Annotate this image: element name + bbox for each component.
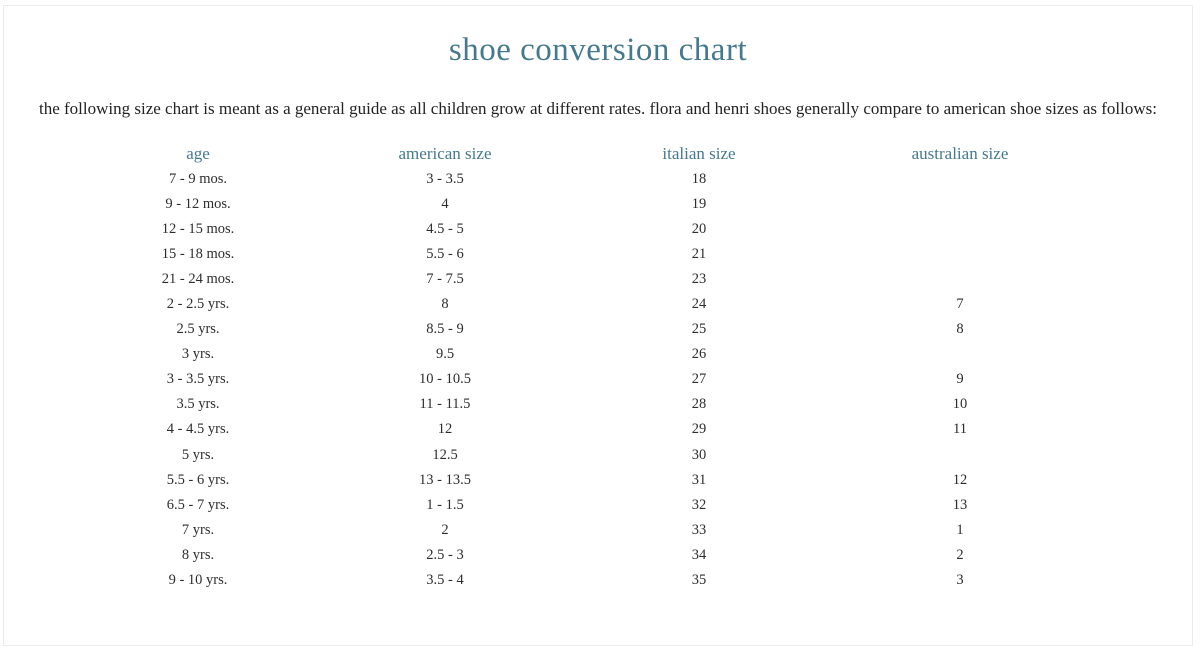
table-cell-age: 8 yrs. <box>181 546 215 563</box>
column-header-american-size: american size <box>398 143 492 163</box>
table-cell-italian-size: 35 <box>691 572 707 588</box>
table-cell-american-size: 8 <box>441 295 449 312</box>
table-cell-italian-size: 20 <box>691 220 707 237</box>
table-body <box>74 167 1090 594</box>
table-cell-italian-size: 19 <box>691 195 707 212</box>
table-cell-italian-size: 26 <box>691 346 707 363</box>
table-cell-age: 5.5 - 6 yrs. <box>166 471 230 488</box>
table-cell-australian-size <box>830 167 1090 192</box>
table-cell-age: 15 - 18 mos. <box>161 245 235 262</box>
table-cell-australian-size <box>830 217 1090 242</box>
table-cell-italian-size: 29 <box>691 421 707 438</box>
conversion-table <box>74 140 1090 594</box>
table-cell-italian-size: 18 <box>691 170 707 187</box>
table-cell-australian-size: 9 <box>956 371 964 388</box>
page-frame <box>3 5 1193 646</box>
table-row <box>74 267 1090 292</box>
table-cell-age: 5 yrs. <box>181 446 215 463</box>
table-cell-australian-size: 13 <box>952 496 968 513</box>
table-cell-italian-size: 28 <box>691 396 707 413</box>
table-row <box>74 543 1090 568</box>
table-cell-age: 2 - 2.5 yrs. <box>166 295 230 312</box>
intro-text: the following size chart is meant as a general guide as all children grow at different rates. flora and henri shoes generally compare to american shoe sizes as follows: <box>39 99 1157 118</box>
table-row <box>74 217 1090 242</box>
table-cell-american-size: 2.5 - 3 <box>426 546 464 563</box>
table-cell-american-size: 5.5 - 6 <box>426 245 464 262</box>
column-header-italian-size: italian size <box>662 143 736 163</box>
table-cell-american-size: 13 - 13.5 <box>419 471 471 488</box>
table-cell-american-size: 9.5 <box>435 346 455 363</box>
table-cell-age: 3.5 yrs. <box>176 396 220 413</box>
table-cell-american-size: 4 <box>441 195 449 212</box>
table-cell-australian-size <box>830 192 1090 217</box>
table-row <box>74 242 1090 267</box>
table-cell-australian-size: 1 <box>956 521 964 538</box>
table-cell-age: 9 - 10 yrs. <box>168 572 228 588</box>
table-cell-age: 2.5 yrs. <box>176 321 220 338</box>
table-cell-italian-size: 21 <box>691 245 707 262</box>
table-cell-american-size: 4.5 - 5 <box>426 220 464 237</box>
table-cell-age: 9 - 12 mos. <box>165 195 231 212</box>
table-cell-age: 3 - 3.5 yrs. <box>166 371 230 388</box>
table-header-row <box>74 140 1090 167</box>
table-cell-australian-size <box>830 342 1090 367</box>
table-cell-australian-size: 8 <box>956 321 964 338</box>
table-cell-australian-size: 10 <box>952 396 968 413</box>
table-row <box>74 167 1090 192</box>
table-cell-american-size: 7 - 7.5 <box>426 270 464 287</box>
column-header-australian-size: australian size <box>911 143 1009 163</box>
table-cell-italian-size: 31 <box>691 471 707 488</box>
table-cell-australian-size: 3 <box>956 572 964 588</box>
table-cell-australian-size: 11 <box>953 421 967 438</box>
table-cell-age: 4 - 4.5 yrs. <box>166 421 230 438</box>
table-row <box>74 367 1090 392</box>
table-row <box>74 292 1090 317</box>
table-cell-age: 21 - 24 mos. <box>161 270 235 287</box>
table-cell-age: 12 - 15 mos. <box>161 220 235 237</box>
page-title: shoe conversion chart <box>448 32 748 68</box>
table-cell-american-size: 1 - 1.5 <box>426 496 464 513</box>
table-cell-italian-size: 32 <box>691 496 707 513</box>
table-cell-age: 7 - 9 mos. <box>169 170 227 187</box>
table-row <box>74 518 1090 543</box>
table-cell-italian-size: 34 <box>691 546 707 563</box>
table-cell-american-size: 11 - 11.5 <box>419 396 471 413</box>
table-row <box>74 568 1090 593</box>
table-cell-age: 6.5 - 7 yrs. <box>166 496 230 513</box>
table-cell-italian-size: 33 <box>691 521 707 538</box>
table-cell-australian-size: 2 <box>956 546 964 563</box>
table-cell-italian-size: 24 <box>691 295 707 312</box>
table-cell-american-size: 2 <box>441 521 449 538</box>
table-cell-age: 3 yrs. <box>181 346 215 363</box>
table-cell-italian-size: 30 <box>691 446 707 463</box>
table-cell-italian-size: 23 <box>691 270 707 287</box>
table-row <box>74 468 1090 493</box>
table-cell-american-size: 8.5 - 9 <box>426 321 464 338</box>
table-cell-american-size: 3.5 - 4 <box>426 572 464 588</box>
table-cell-american-size: 3 - 3.5 <box>426 170 464 187</box>
table-cell-italian-size: 27 <box>691 371 707 388</box>
table-cell-australian-size <box>830 267 1090 292</box>
table-cell-australian-size <box>830 242 1090 267</box>
table-row <box>74 392 1090 417</box>
table-row <box>74 192 1090 217</box>
table-row <box>74 417 1090 442</box>
table-cell-american-size: 12 <box>437 421 453 438</box>
table-cell-australian-size <box>830 443 1090 468</box>
table-cell-american-size: 10 - 10.5 <box>419 371 471 388</box>
table-cell-age: 7 yrs. <box>181 521 215 538</box>
table-cell-australian-size: 7 <box>956 295 964 312</box>
column-header-age: age <box>186 143 210 163</box>
table-cell-american-size: 12.5 <box>432 446 458 463</box>
table-row <box>74 493 1090 518</box>
table-row <box>74 443 1090 468</box>
table-cell-australian-size: 12 <box>952 471 968 488</box>
table-row <box>74 342 1090 367</box>
table-row <box>74 317 1090 342</box>
table-cell-italian-size: 25 <box>691 321 707 338</box>
